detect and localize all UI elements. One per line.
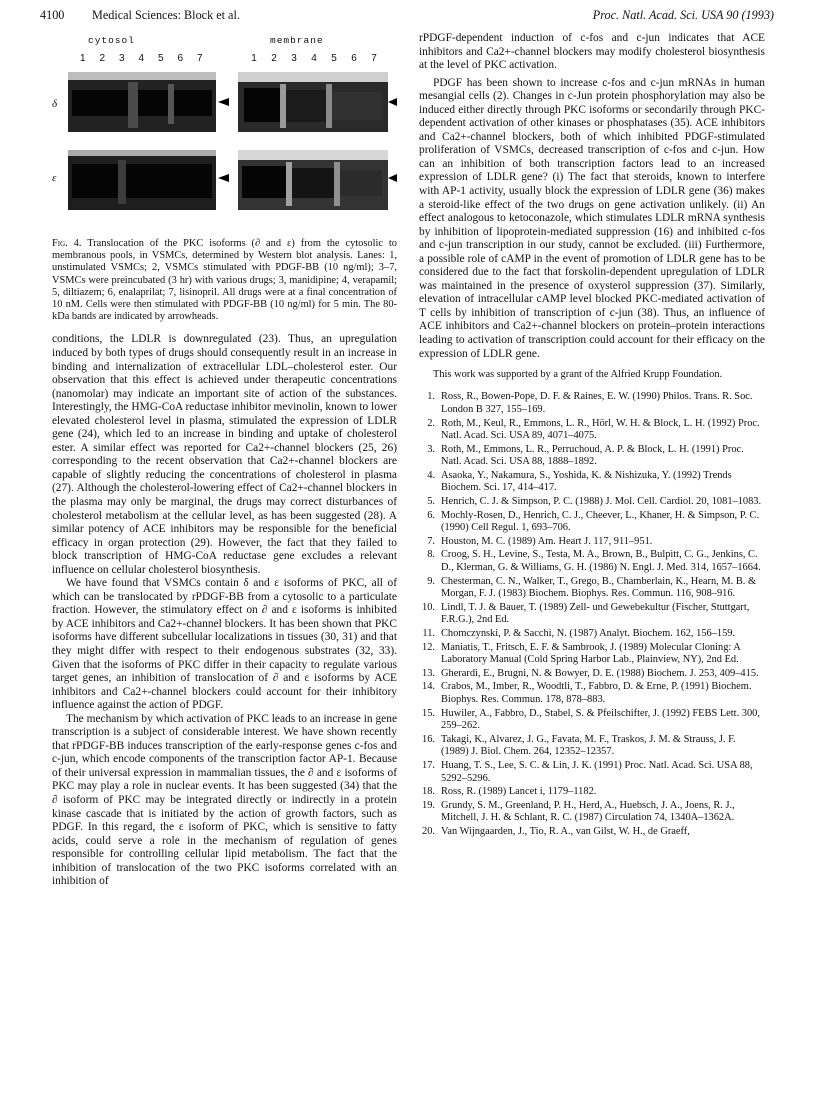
lane-number: 7 bbox=[371, 53, 377, 64]
reference-text: Huang, T. S., Lee, S. C. & Lin, J. K. (1991) Proc. Natl. Acad. Sci. USA 88, 5292–5296. bbox=[441, 759, 753, 784]
reference-text: Van Wijngaarden, J., Tio, R. A., van Gilst, W. H., de Graeff, bbox=[441, 825, 690, 837]
caption-label: Fig. 4. bbox=[52, 238, 82, 249]
reference-item bbox=[419, 681, 765, 706]
blot-panel-cytosol-epsilon bbox=[68, 150, 216, 210]
reference-number: 13. bbox=[422, 667, 435, 679]
row-label-epsilon: ε bbox=[52, 172, 57, 184]
arrowhead-cytosol-delta bbox=[218, 98, 229, 106]
reference-item bbox=[419, 391, 765, 416]
reference-number: 19. bbox=[422, 799, 435, 811]
reference-list bbox=[419, 391, 765, 838]
reference-item bbox=[419, 734, 765, 759]
page-number: 4100 bbox=[40, 8, 65, 22]
reference-item bbox=[419, 760, 765, 785]
reference-item bbox=[419, 549, 765, 574]
reference-text: Houston, M. C. (1989) Am. Heart J. 117, 911–951. bbox=[441, 535, 653, 547]
caption-text: Translocation of the PKC isoforms (∂ and ε) from the cytosolic to membranous pools, in VSMCs, determined by Western blot analysis. Lanes: 1, unstimulated VSMCs; 2, VSMCs stimulated with PDGF-BB (10 ng/ml); 3–7, VSMCs were preincubated (3 hr) with various drugs; 3, manidipine; 4, verapamil; 5, diltiazem; 6, enalaprilat; 7, lisinopril. All drugs were at a final concentration of 10 nM. Cells were then stimulated with PDGF-BB (10 ng/ml) for 5 min. The 80-kDa bands are indicated by arrowheads. bbox=[52, 238, 397, 323]
left-body-text bbox=[52, 333, 397, 888]
arrowhead-membrane-delta bbox=[388, 98, 397, 106]
lane-number: 5 bbox=[331, 53, 337, 64]
left-column bbox=[52, 32, 397, 889]
lane-number: 6 bbox=[351, 53, 357, 64]
reference-number: 12. bbox=[422, 641, 435, 653]
reference-number: 6. bbox=[427, 509, 435, 521]
reference-number: 9. bbox=[427, 575, 435, 587]
reference-number: 16. bbox=[422, 733, 435, 745]
lane-number: 2 bbox=[99, 53, 106, 64]
reference-number: 1. bbox=[427, 391, 435, 403]
reference-text: Asaoka, Y., Nakamura, S., Yoshida, K. & Nishizuka, Y. (1992) Trends Biochem. Sci. 17, 414–417. bbox=[441, 469, 732, 494]
figure-4-western-blot bbox=[52, 32, 397, 228]
lane-number: 1 bbox=[251, 53, 257, 64]
lane-number: 4 bbox=[138, 53, 145, 64]
running-title: Medical Sciences: Block et al. bbox=[92, 8, 240, 22]
reference-text: Crabos, M., Imber, R., Woodtli, T., Fabbro, D. & Erne, P. (1991) Biochem. Biophys. Res. Commun. 178, 878–883. bbox=[441, 681, 752, 705]
reference-text: Lindl, T. J. & Bauer, T. (1989) Zell- und Gewebekultur (Fischer, Stuttgart, F.R.G.), 2nd Ed. bbox=[441, 601, 750, 626]
paragraph: We have found that VSMCs contain δ and ε isoforms of PKC, all of which can be translocated by rPDGF-BB from a cytosolic to a particulate fraction. However, the stimulatory effect on ∂ and ε isoforms is inhibited by ACE inhibitors and Ca2+-channel blockers. It has been shown that PKC isoforms have different subcellular localizations in tissues (30, 31) and that they might differ with respect to their endogenous substrates (32, 33). Given that the isoforms of PKC differ in their capacity to regulate various target genes, an inhibition of translocation of ∂ and ε isoforms by ACE inhibitors and Ca2+-channel blockers could account for their inhibitory influence against the action of PDGF. bbox=[52, 577, 397, 712]
lane-number: 1 bbox=[79, 53, 86, 64]
arrowhead-membrane-epsilon bbox=[388, 174, 397, 182]
reference-text: Chomczynski, P. & Sacchi, N. (1987) Analyt. Biochem. 162, 156–159. bbox=[441, 628, 736, 640]
lane-number: 7 bbox=[196, 53, 203, 64]
reference-item bbox=[419, 786, 765, 799]
reference-item bbox=[419, 418, 765, 443]
row-label-delta: δ bbox=[52, 98, 58, 110]
reference-item bbox=[419, 708, 765, 733]
reference-item bbox=[419, 496, 765, 509]
reference-text: Grundy, S. M., Greenland, P. H., Herd, A., Huebsch, J. A., Joens, R. J., Mitchell, J. H. & Schlant, R. C. (1987) Circulation 74, 1340A–1362A. bbox=[441, 799, 735, 824]
running-header bbox=[40, 8, 774, 24]
lane-number: 2 bbox=[271, 53, 277, 64]
reference-text: Croog, S. H., Levine, S., Testa, M. A., Brown, B., Bulpitt, C. G., Jenkins, C. D., Klerman, G. & Williams, G. H. (1986) N. Engl. J. Med. 314, 1657–1664. bbox=[441, 549, 761, 574]
reference-item bbox=[419, 470, 765, 495]
journal-citation: Proc. Natl. Acad. Sci. USA 90 (1993) bbox=[592, 8, 774, 22]
reference-item bbox=[419, 602, 765, 627]
reference-item bbox=[419, 800, 765, 825]
label-cytosol: cytosol bbox=[88, 35, 135, 46]
lane-number: 5 bbox=[157, 53, 164, 64]
paragraph: conditions, the LDLR is downregulated (23). Thus, an upregulation induced by both types of drugs should consequently result in an increase in binding and internalization of extracellular LDL–cholesterol ester. Our observation that this effect is achieved under therapeutic concentrations (nanomolar) may indicate an important site of action of the substances. Interestingly, the HMG-CoA reductase inhibitor mevinolin, known to lower elevated cholesterol level in plasma, stimulated the expression of LDLR gene (24), which led to an increase in binding and uptake of cholesterol ester. A similar effect was reported for Ca2+-channel blockers (25, 26) corresponding to the recent observation that Ca2+-channel blockers are capable of slightly reducing the concentrations of cholesterol in plasma (27). Although the cholesterol-lowering effect of Ca2+-channel blockers in the plasma may only be marginal, the drugs may correct disturbances of cholesterol metabolism at the cellular level, as has been suggested (28). A similar potency of ACE inhibitors may be responsible for the beneficial efficacy in organ protection (29). However, the fact that they failed to block transcription of HMG-CoA reductase gene excludes a relevant influence on cellular cholesterol biosynthesis. bbox=[52, 333, 397, 576]
reference-number: 18. bbox=[422, 786, 435, 798]
reference-text: Ross, R. (1989) Lancet i, 1179–1182. bbox=[441, 786, 597, 798]
reference-number: 7. bbox=[427, 535, 435, 547]
blot-panel-cytosol-delta bbox=[68, 72, 216, 132]
reference-text: Chesterman, C. N., Walker, T., Grego, B., Chamberlain, K., Hearn, M. B. & Morgan, F. J. (1983) Biochem. Biophys. Res. Commun. 116, 908–916. bbox=[441, 575, 757, 600]
paragraph: The mechanism by which activation of PKC leads to an increase in gene transcription is a subject of considerable interest. We have shown recently that rPDGF-BB induces transcription of the early-response genes c-fos and c-jun, which encode components of the transcription factor AP-1. Because of their universal expression in mammalian tissues, the ∂ and ε isoforms of PKC may play a role in nuclear events. It has been suggested (34) that the ∂ isoform of PKC may be integrated directly or indirectly in a protein kinase cascade that is initiated by the action of growth factors, such as PDGF. In this regard, the ε isoform of PKC, which is sensitive to fatty acids, could serve a role in the mechanism of regulation of genes responsible for controlling cellular lipid metabolism. The fact that the inhibition of translocation of the two PKC isoforms correlated with an inhibition of bbox=[52, 712, 397, 888]
lane-number: 3 bbox=[118, 53, 125, 64]
blot-panel-membrane-epsilon bbox=[238, 150, 388, 210]
reference-number: 3. bbox=[427, 443, 435, 455]
acknowledgment: This work was supported by a grant of the Alfried Krupp Foundation. bbox=[433, 369, 723, 381]
reference-text: Ross, R., Bowen-Pope, D. F. & Raines, E. W. (1990) Philos. Trans. R. Soc. London B 327, 155–169. bbox=[441, 391, 753, 415]
reference-number: 8. bbox=[427, 549, 435, 561]
reference-item bbox=[419, 668, 765, 681]
reference-number: 11. bbox=[422, 628, 435, 640]
lane-numbers-cytosol bbox=[73, 52, 210, 66]
arrowhead-cytosol-epsilon bbox=[218, 174, 229, 182]
paragraph: rPDGF-dependent induction of c-fos and c-jun indicates that ACE inhibitors and Ca2+-channel blockers may modify cholesterol biosynthesis at the level of PKC activation. bbox=[419, 32, 765, 72]
reference-item bbox=[419, 444, 765, 469]
paragraph: PDGF has been shown to increase c-fos and c-jun mRNAs in human mesangial cells (2). Changes in c-Jun protein phosphorylation may also be induced either directly through PKC isoforms or secondarily through PKC-dependent activation of other kinases or phosphatases (35). ACE inhibitors and Ca2+-channel blockers, both of which inhibited PDGF-stimulated proliferation of VSMCs, decreased transcription of c-fos and c-jun. How can an inhibition of both transcription factors lead to an increased expression of LDLR gene? (i) The fact that steroids, known to interfere with AP-1 activity, usually block the expression of LDLR gene (36) makes a steroid-like effect of the two drugs on gene activation unlikely. (ii) An effect analogous to ketoconazole, which stimulates LDLR mRNA synthesis by inhibition of lipoprotein-mediated suppression (16) and inhibited c-fos and c-jun transcription in our study, cannot be excluded. (iii) Furthermore, a possible role of cAMP in the event of promotion of LDLR gene has to be considered due to the fact that forskolin-dependent upregulation of LDLR was maintained in the presence of oxysterol suppression (37). Similarly, elevation of intracellular cAMP level blocked PKC-mediated activation of T cells by inhibition of transcription of c-jun (38). Thus, an influence of ACE inhibitors and Ca2+-channel blockers on protein–protein interactions leading to activation of transcription could account for their efficacy on the expression of LDLR gene. bbox=[419, 76, 765, 360]
reference-text: Huwiler, A., Fabbro, D., Stabel, S. & Pfeilschifter, J. (1992) FEBS Lett. 300, 259–262. bbox=[441, 707, 760, 732]
blot-panel-membrane-delta bbox=[238, 72, 388, 132]
reference-item bbox=[419, 628, 765, 641]
reference-number: 4. bbox=[427, 469, 435, 481]
reference-text: Takagi, K., Alvarez, J. G., Favata, M. F., Traskos, J. M. & Strauss, J. F. (1989) J. Biol. Chem. 264, 12352–12357. bbox=[441, 733, 736, 758]
label-membrane: membrane bbox=[270, 35, 324, 46]
lane-number: 6 bbox=[177, 53, 184, 64]
reference-number: 10. bbox=[422, 601, 435, 613]
reference-number: 2. bbox=[427, 417, 435, 429]
right-column bbox=[419, 32, 765, 840]
reference-text: Roth, M., Emmons, L. R., Perruchoud, A. P. & Block, L. H. (1991) Proc. Natl. Acad. Sci. USA 88, 1888–1892. bbox=[441, 443, 744, 468]
reference-item bbox=[419, 576, 765, 601]
reference-text: Gherardi, E., Brugni, N. & Bowyer, D. E. (1988) Biochem. J. 253, 409–415. bbox=[441, 667, 759, 679]
reference-text: Maniatis, T., Fritsch, E. F. & Sambrook, J. (1989) Molecular Cloning: A Laboratory Manual (Cold Spring Harbor Lab., Plainview, NY), 2nd Ed. bbox=[441, 641, 741, 666]
reference-item bbox=[419, 536, 765, 549]
reference-number: 20. bbox=[422, 825, 435, 837]
reference-item bbox=[419, 826, 765, 839]
reference-number: 15. bbox=[422, 707, 435, 719]
reference-item bbox=[419, 642, 765, 667]
reference-number: 14. bbox=[422, 681, 435, 693]
lane-number: 4 bbox=[311, 53, 317, 64]
reference-number: 17. bbox=[422, 759, 435, 771]
reference-text: Roth, M., Keul, R., Emmons, L. R., Hörl, W. H. & Block, L. H. (1992) Proc. Natl. Acad. Sci. USA 89, 4071–4075. bbox=[441, 417, 760, 442]
reference-text: Mochly-Rosen, D., Henrich, C. J., Cheever, L., Khaner, H. & Simpson, P. C. (1990) Cell Regul. 1, 693–706. bbox=[441, 509, 760, 534]
lane-numbers-membrane bbox=[244, 52, 384, 66]
reference-text: Henrich, C. J. & Simpson, P. C. (1988) J. Mol. Cell. Cardiol. 20, 1081–1083. bbox=[441, 496, 762, 508]
reference-number: 5. bbox=[427, 496, 435, 508]
lane-number: 3 bbox=[291, 53, 297, 64]
reference-item bbox=[419, 510, 765, 535]
figure-caption bbox=[52, 238, 397, 323]
